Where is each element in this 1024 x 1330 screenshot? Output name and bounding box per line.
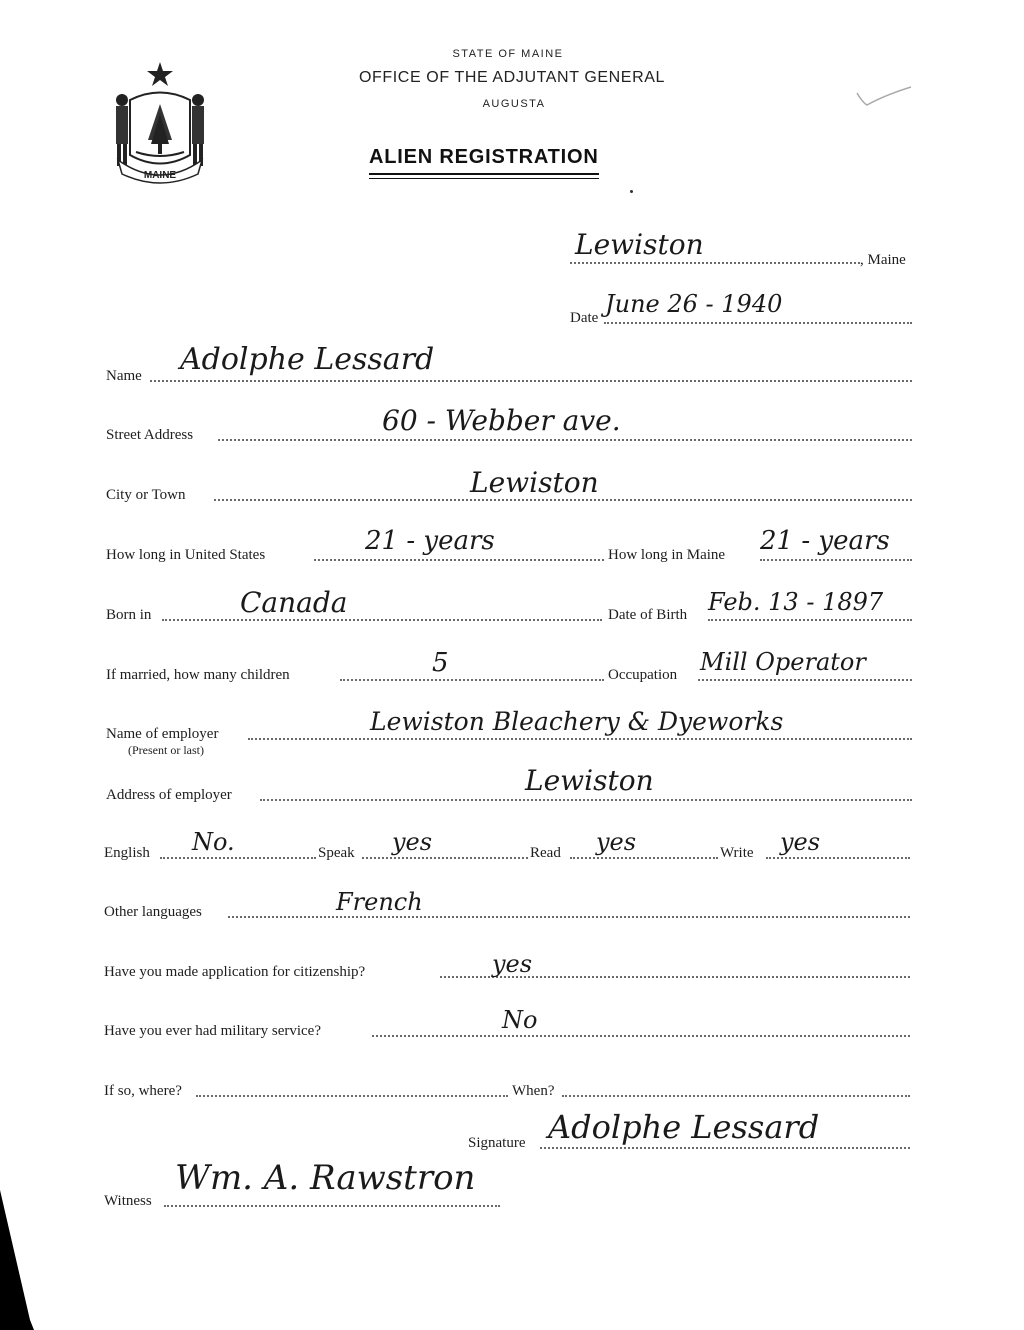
write-line (766, 857, 910, 859)
english-value: No. (192, 828, 235, 856)
street-address-label: Street Address (106, 427, 194, 443)
page-corner-shadow (0, 1190, 50, 1330)
signature-line (540, 1147, 910, 1149)
signature-value: Adolphe Lessard (548, 1108, 820, 1146)
born-in-label: Born in (106, 607, 152, 623)
write-value: yes (780, 828, 821, 856)
place-value: Lewiston (575, 228, 704, 261)
how-long-maine-line (760, 559, 912, 561)
witness-label: Witness (104, 1193, 152, 1209)
english-line (160, 857, 316, 859)
children-line (340, 679, 604, 681)
street-address-line (218, 439, 912, 441)
other-languages-value: French (336, 888, 423, 916)
how-long-us-line (314, 559, 604, 561)
occupation-line (698, 679, 912, 681)
when-label: When? (512, 1083, 555, 1099)
date-label: Date (570, 310, 599, 326)
how-long-maine-label: How long in Maine (608, 547, 726, 563)
ink-dot (630, 190, 633, 193)
date-of-birth-line (708, 619, 912, 621)
how-long-maine-value: 21 - years (760, 526, 890, 556)
read-line (570, 857, 718, 859)
employer-note: (Present or last) (128, 743, 204, 757)
form-title: ALIEN REGISTRATION (369, 146, 599, 175)
maine-label: , Maine (860, 252, 906, 268)
occupation-label: Occupation (608, 667, 678, 683)
born-in-line (162, 619, 602, 621)
name-label: Name (106, 368, 142, 384)
other-languages-label: Other languages (104, 904, 202, 920)
children-value: 5 (432, 648, 449, 678)
read-label: Read (530, 845, 561, 861)
employer-address-line (260, 799, 912, 801)
how-long-us-value: 21 - years (365, 526, 495, 556)
date-of-birth-value: Feb. 13 - 1897 (708, 588, 884, 616)
street-address-value: 60 - Webber ave. (382, 404, 621, 437)
witness-line (164, 1205, 500, 1207)
city-line (214, 499, 912, 501)
city-heading: AUGUSTA (482, 98, 546, 110)
read-value: yes (596, 828, 637, 856)
name-value: Adolphe Lessard (180, 342, 435, 377)
employer-line (248, 738, 912, 740)
write-label: Write (720, 845, 754, 861)
other-languages-line (228, 916, 910, 918)
witness-value: Wm. A. Rawstron (175, 1158, 476, 1198)
military-label: Have you ever had military service? (104, 1023, 321, 1039)
office-heading: OFFICE OF THE ADJUTANT GENERAL (358, 69, 666, 86)
city-label: City or Town (106, 487, 186, 503)
citizenship-value: yes (492, 950, 533, 978)
signature-label: Signature (468, 1135, 526, 1151)
name-line (150, 380, 912, 382)
speak-label: Speak (318, 845, 355, 861)
english-label: English (104, 845, 150, 861)
how-long-us-label: How long in United States (106, 547, 266, 563)
date-line (604, 322, 912, 324)
city-value: Lewiston (470, 466, 599, 499)
if-so-where-label: If so, where? (104, 1083, 182, 1099)
citizenship-label: Have you made application for citizenship? (104, 964, 366, 980)
employer-value: Lewiston Bleachery & Dyeworks (370, 707, 784, 736)
if-so-where-line (196, 1095, 508, 1097)
speak-value: yes (392, 828, 433, 856)
military-line (372, 1035, 910, 1037)
speak-line (362, 857, 528, 859)
place-line (570, 262, 860, 264)
military-value: No (502, 1006, 538, 1034)
employer-address-value: Lewiston (525, 764, 654, 797)
employer-label: Name of employer (106, 726, 219, 742)
children-label: If married, how many children (106, 667, 290, 683)
born-in-value: Canada (240, 586, 348, 619)
employer-address-label: Address of employer (106, 787, 232, 803)
seal-banner-text: MAINE (143, 170, 177, 181)
when-line (562, 1095, 910, 1097)
occupation-value: Mill Operator (700, 648, 866, 676)
state-heading: STATE OF MAINE (452, 48, 564, 60)
date-of-birth-label: Date of Birth (608, 607, 688, 623)
date-value: June 26 - 1940 (605, 290, 783, 318)
